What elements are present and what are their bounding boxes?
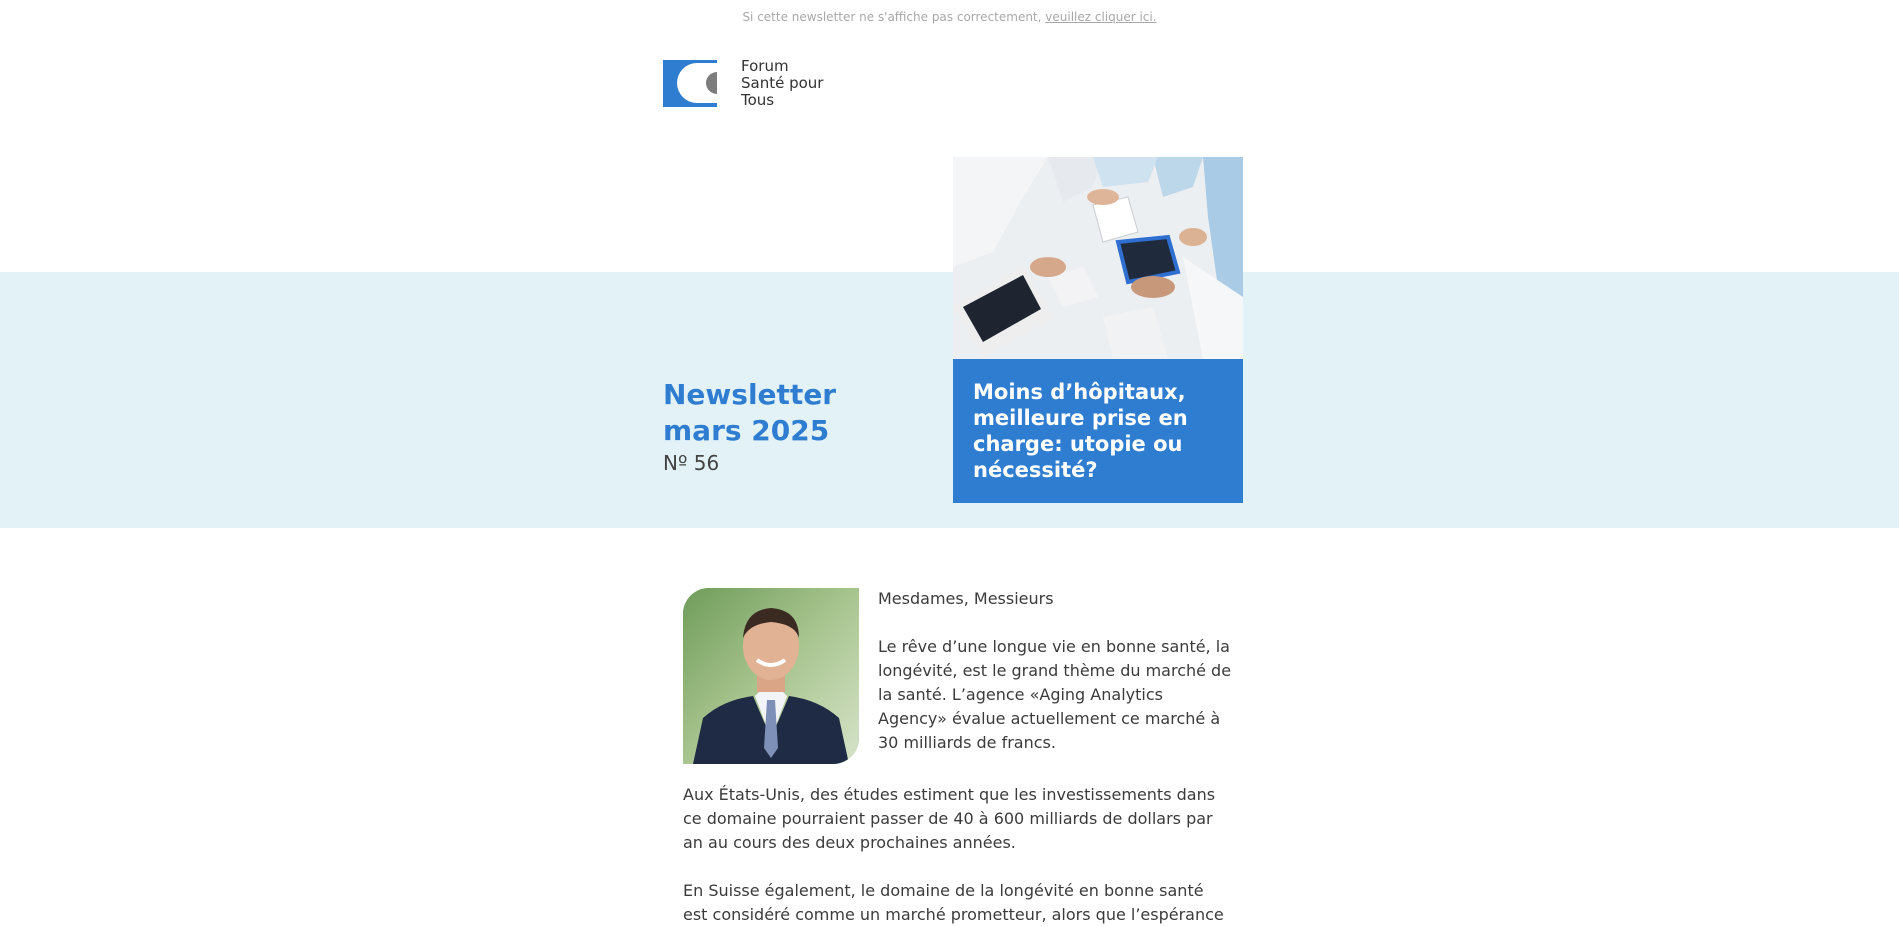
intro-paragraph-2: Aux États-Unis, des études estiment que les investissements dans ce domaine pourraient passer de 40 à 600 milliards de dollars par an au cours des deux prochaines années. (683, 785, 1216, 852)
issue-title-line1: Newsletter (663, 378, 837, 411)
feature-article-title[interactable]: Moins d’hôpitaux, meilleure prise en charge: utopie ou nécessité? (973, 380, 1188, 482)
issue-title-line2: mars 2025 (663, 414, 830, 447)
hero-band (0, 272, 1899, 528)
issue-heading (663, 377, 836, 475)
issue-title (663, 377, 836, 449)
portrait-image (683, 588, 859, 764)
feature-photo[interactable] (953, 157, 1243, 359)
intro-paragraph-3: En Suisse également, le domaine de la longévité en bonne santé est considéré comme un marché prometteur, alors que l’espérance (683, 881, 1224, 924)
logo[interactable] (663, 57, 863, 112)
greeting: Mesdames, Messieurs (878, 589, 1054, 608)
intro-paragraph-1: Le rêve d’une longue vie en bonne santé, la longévité, est le grand thème du marché de la santé. L’agence «Aging Analytics Agency» évalue actuellement ce marché à 30 milliards de francs. (878, 637, 1232, 752)
logo-mark-icon (663, 60, 717, 107)
view-online-text: Si cette newsletter ne s'affiche pas correctement, (742, 10, 1046, 24)
logo-text-line3: Tous (741, 91, 775, 109)
logo-text-line2: Santé pour (741, 74, 824, 92)
issue-number: Nº 56 (663, 451, 720, 475)
logo-text-line1: Forum (741, 57, 789, 75)
logo-text (741, 58, 823, 109)
view-online-notice (0, 10, 1899, 24)
feature-article-card[interactable] (953, 157, 1243, 503)
author-portrait (683, 588, 859, 764)
medical-team-tablet-image (953, 157, 1243, 359)
view-online-link[interactable]: veuillez cliquer ici. (1045, 10, 1157, 24)
